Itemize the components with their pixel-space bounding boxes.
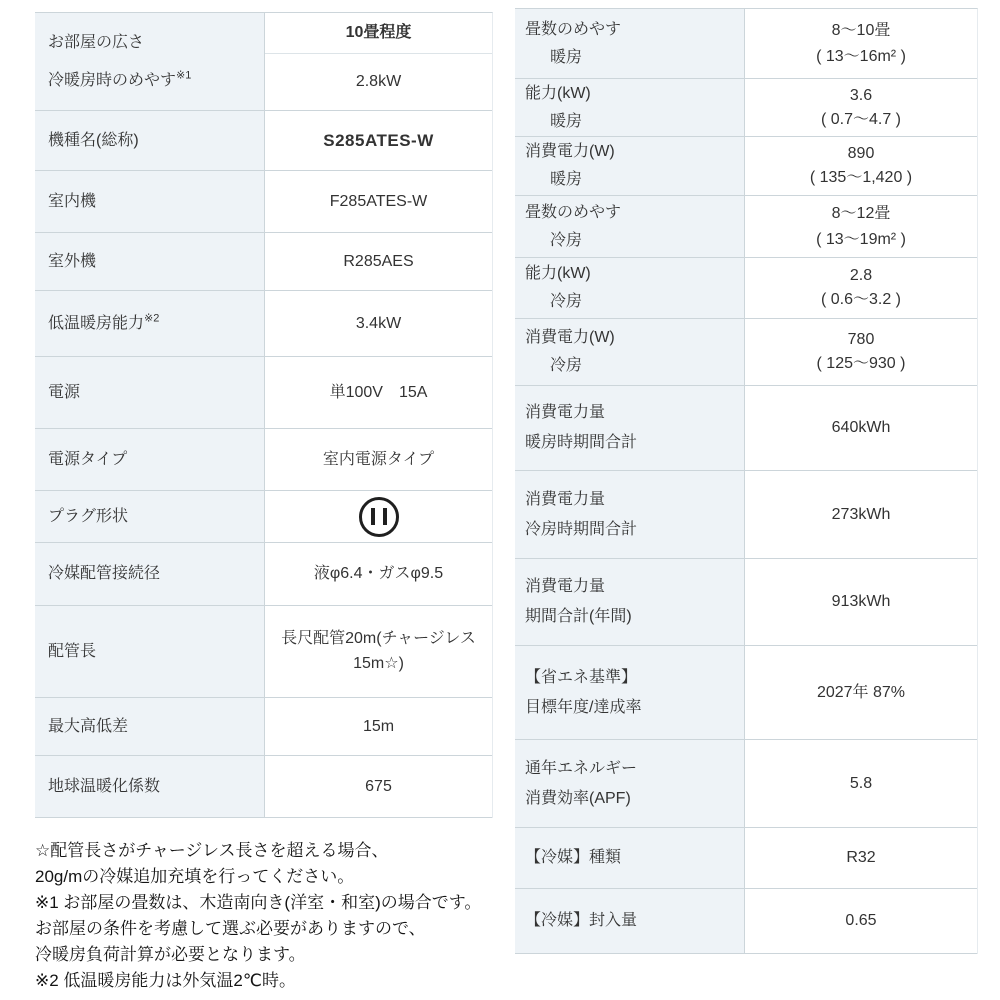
spec-label: 低温暖房能力$^{※2}$ xyxy=(35,291,265,356)
spec-value: 単100V 15A xyxy=(265,357,492,428)
spec-value: 780 ( 125〜930 ) xyxy=(745,319,977,385)
spec-label xyxy=(35,13,265,110)
sublabel: 冷房 xyxy=(550,231,583,249)
spec-row-gwp xyxy=(35,756,492,818)
note-ref-2: ※2 xyxy=(144,312,160,325)
spec-value: 15m xyxy=(265,698,492,755)
spec-label: 地球温暖化係数 xyxy=(35,756,265,817)
spec-value: 5.8 xyxy=(745,740,977,827)
footnotes xyxy=(35,838,515,994)
spec-value: F285ATES-W xyxy=(265,171,492,232)
spec-value: 2027年 87% xyxy=(745,646,977,739)
spec-label: 配管長 xyxy=(35,606,265,697)
spec-label: 消費電力量 暖房時期間合計 xyxy=(515,386,745,470)
spec-value: 3.6 ( 0.7〜4.7 ) xyxy=(745,79,977,136)
note-ref-1: ※1 xyxy=(176,69,192,82)
label-line2: 冷暖房時のめやす$^{※1}$ xyxy=(48,69,192,89)
spec-value: S285ATES-W xyxy=(265,111,492,170)
spec-value: 8〜10畳 ( 13〜16m² ) xyxy=(745,9,977,78)
plug-shape-icon xyxy=(359,497,399,537)
spec-label: 室内機 xyxy=(35,171,265,232)
spec-row-tatami-cooling xyxy=(515,196,977,258)
spec-row-tatami-heating xyxy=(515,9,977,79)
spec-row-model-name xyxy=(35,111,492,171)
left-spec-table xyxy=(35,12,493,818)
spec-value: 3.4kW xyxy=(265,291,492,356)
footnote-line: ☆配管長さがチャージレス長さを超える場合、 xyxy=(35,841,389,860)
spec-label: 能力(kW) 冷房 xyxy=(515,258,745,318)
spec-row-power-cooling xyxy=(515,319,977,386)
spec-row-energy-cooling-total xyxy=(515,471,977,559)
spec-label: 消費電力量 冷房時期間合計 xyxy=(515,471,745,558)
spec-row-plug-shape xyxy=(35,491,492,543)
spec-value: 640kWh xyxy=(745,386,977,470)
spec-label: 消費電力(W) 暖房 xyxy=(515,137,745,195)
sublabel: 冷房 xyxy=(550,293,583,310)
spec-row-max-height-diff xyxy=(35,698,492,756)
spec-value: 890 ( 135〜1,420 ) xyxy=(745,137,977,195)
spec-label: 能力(kW) 暖房 xyxy=(515,79,745,136)
spec-row-power-supply xyxy=(35,357,492,429)
spec-row-pipe-diameter xyxy=(35,543,492,606)
footnote-line: ※2 低温暖房能力は外気温2℃時。 xyxy=(35,971,296,990)
footnote-line: 冷暖房負荷計算が必要となります。 xyxy=(35,945,306,964)
spec-row-capacity-heating xyxy=(515,79,977,137)
spec-value: 液φ6.4・ガスφ9.5 xyxy=(265,543,492,605)
plug-blade-left xyxy=(371,508,375,525)
spec-row-indoor-unit xyxy=(35,171,492,233)
spec-row-outdoor-unit xyxy=(35,233,492,291)
spec-row-power-heating xyxy=(515,137,977,196)
spec-label: 電源タイプ xyxy=(35,429,265,490)
spec-value: R285AES xyxy=(265,233,492,290)
label-line1: お部屋の広さ xyxy=(48,33,145,51)
spec-row-refrigerant-charge xyxy=(515,889,977,954)
spec-row-pipe-length xyxy=(35,606,492,698)
spec-row-capacity-cooling xyxy=(515,258,977,319)
spec-value: 8〜12畳 ( 13〜19m² ) xyxy=(745,196,977,257)
spec-label: 【冷媒】種類 xyxy=(515,828,745,888)
spec-row-room-size xyxy=(35,13,492,111)
spec-label: 消費電力(W) 冷房 xyxy=(515,319,745,385)
spec-row-low-temp-heating xyxy=(35,291,492,357)
spec-value: 長尺配管20m(チャージレス15m☆) xyxy=(265,606,492,697)
spec-value: R32 xyxy=(745,828,977,888)
spec-label: 消費電力量 期間合計(年間) xyxy=(515,559,745,645)
spec-value xyxy=(265,13,492,110)
footnote-line: 20g/mの冷媒追加充填を行ってください。 xyxy=(35,867,355,886)
spec-label: 電源 xyxy=(35,357,265,428)
capacity-guide-value: 2.8kW xyxy=(355,73,402,90)
spec-label: 機種名(総称) xyxy=(35,111,265,170)
spec-row-power-type xyxy=(35,429,492,491)
spec-label: 冷媒配管接続径 xyxy=(35,543,265,605)
spec-row-apf xyxy=(515,740,977,828)
spec-label: 通年エネルギー 消費効率(APF) xyxy=(515,740,745,827)
sublabel: 冷房 xyxy=(550,357,583,374)
spec-label: 【省エネ基準】 目標年度/達成率 xyxy=(515,646,745,739)
spec-label: 室外機 xyxy=(35,233,265,290)
spec-value: 2.8 ( 0.6〜3.2 ) xyxy=(745,258,977,318)
spec-value: 0.65 xyxy=(745,889,977,953)
spec-row-energy-standard xyxy=(515,646,977,740)
spec-value: 675 xyxy=(265,756,492,817)
plug-blade-right xyxy=(383,508,387,525)
sublabel: 暖房 xyxy=(550,48,583,66)
room-size-value: 10畳程度 xyxy=(265,13,492,54)
spec-value: 273kWh xyxy=(745,471,977,558)
spec-row-refrigerant-type xyxy=(515,828,977,889)
right-spec-table xyxy=(515,8,978,954)
spec-label: 畳数のめやす 暖房 xyxy=(515,9,745,78)
spec-value: 913kWh xyxy=(745,559,977,645)
sublabel: 暖房 xyxy=(550,112,583,130)
sublabel: 暖房 xyxy=(550,171,583,188)
spec-row-energy-heating-total xyxy=(515,386,977,471)
spec-label: 【冷媒】封入量 xyxy=(515,889,745,953)
spec-label: 最大高低差 xyxy=(35,698,265,755)
spec-value: 室内電源タイプ xyxy=(265,429,492,490)
footnote-line: お部屋の条件を考慮して選ぶ必要がありますので、 xyxy=(35,919,426,938)
spec-label: 畳数のめやす 冷房 xyxy=(515,196,745,257)
footnote-line: ※1 お部屋の畳数は、木造南向き(洋室・和室)の場合です。 xyxy=(35,893,482,912)
spec-label: プラグ形状 xyxy=(35,491,265,542)
spec-value xyxy=(265,491,492,542)
spec-row-energy-annual-total xyxy=(515,559,977,646)
